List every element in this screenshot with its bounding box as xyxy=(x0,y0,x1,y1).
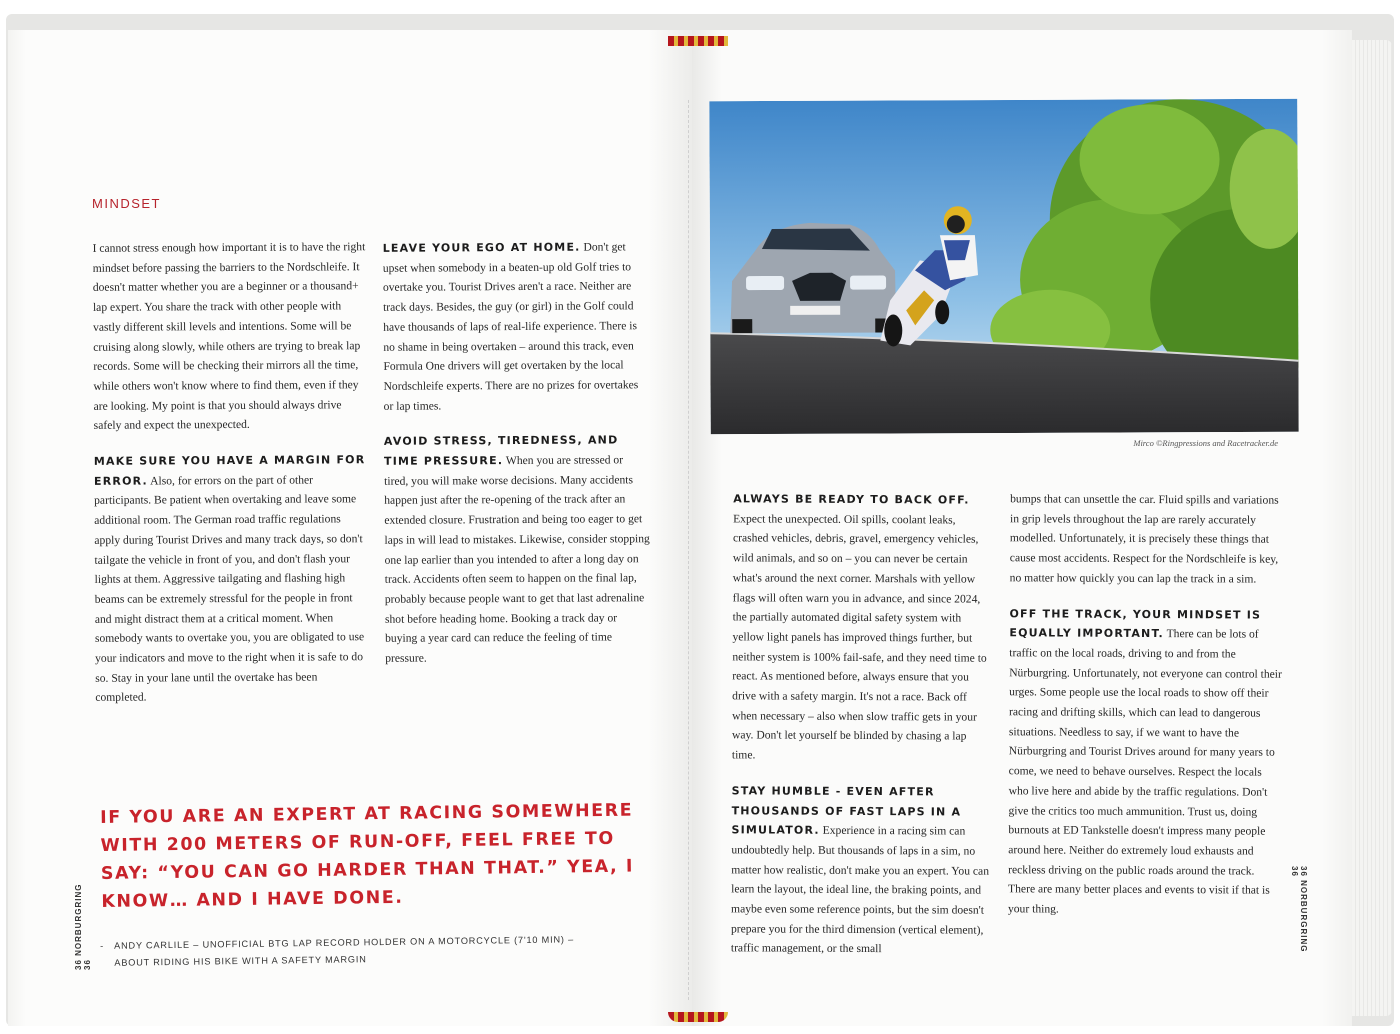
continuation-paragraph: bumps that can unsettle the car. Fluid spills and variations in grip levels throughout the lap are rarely accurately modelled. Unfortunately, it is precisely these things that cause most accidents. Respect for the Nordschleife is key, no matter how quickly you can lap the track in a sim. xyxy=(1009,492,1279,586)
page-folio-right: 36 NORBURGRING 36 xyxy=(1290,866,1308,953)
page-stack xyxy=(1352,40,1392,1016)
section-label: MINDSET xyxy=(92,196,161,211)
left-column-2 xyxy=(383,237,652,684)
bookmark-ribbon-top xyxy=(668,36,728,46)
track-photo xyxy=(709,99,1298,435)
margin-paragraph xyxy=(94,450,370,708)
page-gutter xyxy=(688,100,695,1000)
attribution-dash: - xyxy=(100,940,105,951)
margin-text: Also, for errors on the part of other participants. Be patient when overtaking and leave some additional room. The German road traffic regulations apply during Tourist Drives and many track days, so don't tailgate the vehicle in front of you, and don't flash your lights at them. Aggressive tailgating and flashing high beams can be extremely stressful for the people in front and might distract them at a critical moment. When somebody wants to overtake you, you are obligated to use your indicators and move to the right when it is safe to do so. Stay in your lane until the overtake has been completed. xyxy=(94,473,365,705)
ready-text: Expect the unexpected. Oil spills, coolant leaks, crashed vehicles, debris, gravel, emergency vehicles, wild animals, and so on – you can never be certain what's around the next corner. Marshals with yellow flags will often warn you in advance, and since 2024, the partially automated digital safety system with yellow light panels has improved things further, but neither system is 100% fail-safe, and they need time to react. As mentioned before, always ensure that you drive with a safety margin. It's not a race. Back off when necessary – also when slow traffic gets in your way. Don't let yourself be blinded by chasing a lap time. xyxy=(731,512,987,762)
intro-paragraph: I cannot stress enough how important it is to have the right mindset before passing the barriers to the Nordschleife. It doesn't matter whether you are a beginner or a thousand+ lap expert. You share the track with other people with vastly different skill levels and intentions. Some will be cruising along slowly, while others are trying to break lap records. Some will be checking their mirrors all the time, while others won't know where to find them, even if they are looking. My point is that you should always drive safely and expect the unexpected. xyxy=(92,240,366,433)
ego-text: Don't get upset when somebody in a beaten-up old Golf tries to overtake you. Tourist Drives aren't a race. Neither are track days. Besides, the guy (or girl) in the Golf could have thousands of laps of real-life experience. There is no shame in being overtaken – around this track, even Formula One drivers will get overtaken by the local Nordschleife experts. There are no prizes for overtakes or lap times. xyxy=(382,240,639,413)
offtrack-paragraph xyxy=(1008,604,1284,921)
right-column-1 xyxy=(731,489,994,976)
offtrack-heading: OFF THE TRACK, YOUR MINDSET IS EQUALLY IMPORTANT. xyxy=(1009,606,1262,641)
ego-paragraph xyxy=(383,237,650,416)
pull-quote: IF YOU ARE AN EXPERT AT RACING SOMEWHERE WITH 200 METERS OF RUN-OFF, FEEL FREE TO SAY: “YOU CAN GO HARDER THAN THAT.” YEA, I KNOW… AND I HAVE DONE. xyxy=(100,800,635,912)
bookmark-ribbon-bottom xyxy=(668,1012,728,1022)
stress-paragraph xyxy=(384,431,651,669)
ready-heading: ALWAYS BE READY TO BACK OFF. xyxy=(733,492,970,507)
stress-text: When you are stressed or tired, you will make worse decisions. Many accidents happen just after the re-opening of the track after an extended closure. Frustration and being too eager to get laps in will lead to mistakes. Likewise, consider stopping one lap earlier than you intended to after a long day on track. Accidents often seem to happen on the final lap, probably because people want to get that last adrenaline shot before heading home. Booking a track day or buying a year card can reduce the feeling of time pressure. xyxy=(384,453,650,665)
photo-caption: Mirco ©Ringpressions and Racetracker.de xyxy=(1133,438,1278,448)
attribution-text: ANDY CARLILE – UNOFFICIAL BTG LAP RECORD HOLDER ON A MOTORCYCLE (7'10 MIN) – ABOUT RIDING HIS BIKE WITH A SAFETY MARGIN xyxy=(114,934,575,968)
humble-heading: STAY HUMBLE - EVEN AFTER THOUSANDS OF FAST LAPS IN A SIMULATOR. xyxy=(731,784,962,838)
margin-heading: MAKE SURE YOU HAVE A MARGIN FOR ERROR. xyxy=(93,453,366,488)
left-column-1 xyxy=(93,237,370,724)
humble-paragraph xyxy=(731,781,992,960)
right-column-2 xyxy=(1008,489,1284,936)
ego-heading: LEAVE YOUR EGO AT HOME. xyxy=(382,240,581,255)
stress-heading: AVOID STRESS, TIREDNESS, AND TIME PRESSURE. xyxy=(383,433,619,468)
photo-illustration xyxy=(709,99,1298,435)
humble-text: Experience in a racing sim can undoubtedly help. But thousands of laps in a sim, no matter how realistic, don't make you an expert. You can learn the layout, the ideal line, the braking points, and maybe even some reference points, but the sim doesn't prepare you for the third dimension (vertical element), traffic management, or the small xyxy=(730,824,990,956)
ready-paragraph xyxy=(732,489,993,766)
quote-attribution xyxy=(100,931,580,972)
page-folio-left: 36 NORBURGRING 36 xyxy=(74,883,92,970)
offtrack-text: There can be lots of traffic on the local roads, driving to and from the Nürburgring. Unfortunately, not everyone can control their urges. Some people use the local roads to show off their racing and drifting skills, which can lead to dangerous situations. Needless to say, if we want to have the Nürburgring and Tourist Drives around for many years to come, we need to behave ourselves. Respect the locals who live here and abide by the traffic regulations. Don't give the critics too much ammunition. Trust us, doing burnouts at ED Tankstelle doesn't impress many people around here. Neither do extremely loud exhausts and reckless driving on the public roads around the track. There are many better places and events to visit if that is your thing. xyxy=(1007,627,1282,916)
